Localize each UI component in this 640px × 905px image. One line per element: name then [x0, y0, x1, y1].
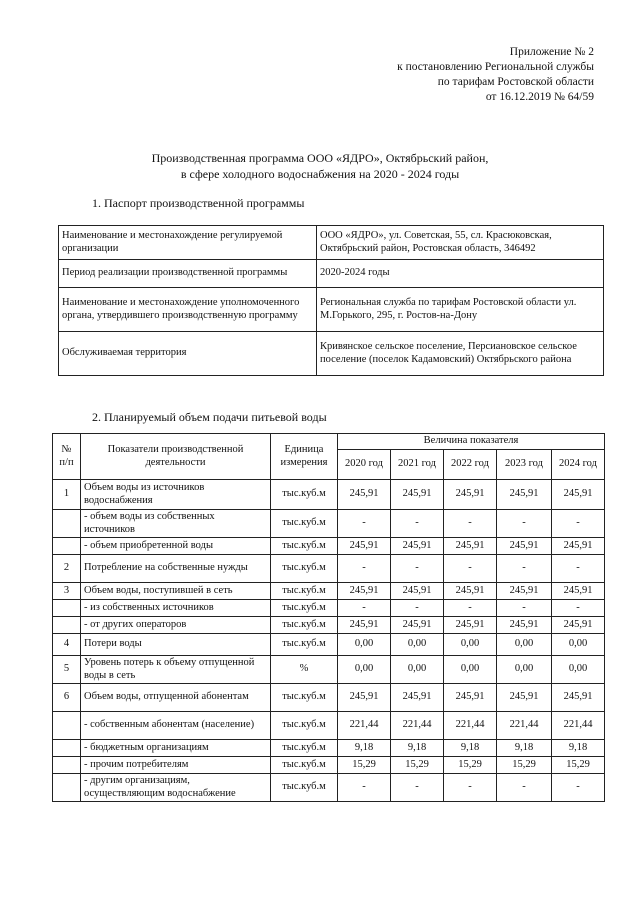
- row-value: -: [444, 555, 497, 583]
- row-value: 245,91: [497, 617, 552, 634]
- row-value: -: [552, 510, 605, 538]
- volume-table: [52, 433, 605, 802]
- row-value: 245,91: [444, 480, 497, 510]
- header-year: 2023 год: [497, 450, 552, 480]
- row-value: -: [552, 555, 605, 583]
- row-name: Объем воды, поступившей в сеть: [81, 583, 271, 600]
- header-year: 2022 год: [444, 450, 497, 480]
- appendix-line: от 16.12.2019 № 64/59: [485, 91, 594, 103]
- volume-table-body: [53, 480, 605, 802]
- row-unit: тыс.куб.м: [271, 555, 338, 583]
- row-value: 221,44: [338, 712, 391, 740]
- header-value-group: Величина показателя: [338, 434, 605, 450]
- row-value: -: [338, 600, 391, 617]
- row-value: 245,91: [497, 538, 552, 555]
- row-value: 245,91: [338, 583, 391, 600]
- passport-value: Кривянское сельское поселение, Персиановское сельское поселение (поселок Кадамовский) Октябрьского района: [317, 332, 604, 376]
- row-name: - бюджетным организациям: [81, 740, 271, 757]
- row-unit: %: [271, 656, 338, 684]
- table-row: [53, 757, 605, 774]
- row-value: 0,00: [391, 634, 444, 656]
- table-row: [59, 288, 604, 332]
- row-value: 245,91: [391, 538, 444, 555]
- table-row: [53, 712, 605, 740]
- table-row: [59, 226, 604, 260]
- passport-key: Период реализации производственной программы: [59, 260, 317, 288]
- passport-key: Наименование и местонахождение уполномоченного органа, утвердившего производственную программу: [59, 288, 317, 332]
- row-unit: тыс.куб.м: [271, 712, 338, 740]
- header-name: Показатели производственной деятельности: [81, 434, 271, 480]
- document-title: [0, 150, 640, 182]
- table-row: [53, 480, 605, 510]
- row-value: 0,00: [497, 656, 552, 684]
- row-name: Объем воды из источников водоснабжения: [81, 480, 271, 510]
- row-num: [53, 740, 81, 757]
- header-year: 2020 год: [338, 450, 391, 480]
- row-num: 2: [53, 555, 81, 583]
- row-value: 0,00: [338, 634, 391, 656]
- row-value: -: [338, 510, 391, 538]
- row-value: -: [391, 774, 444, 802]
- header-num: № п/п: [53, 434, 81, 480]
- row-unit: тыс.куб.м: [271, 600, 338, 617]
- row-value: 15,29: [391, 757, 444, 774]
- appendix-block: [397, 45, 594, 105]
- row-value: 221,44: [444, 712, 497, 740]
- row-num: [53, 757, 81, 774]
- row-value: -: [391, 600, 444, 617]
- row-value: 15,29: [552, 757, 605, 774]
- row-value: 245,91: [391, 583, 444, 600]
- row-name: - объем воды из собственных источников: [81, 510, 271, 538]
- row-value: -: [444, 774, 497, 802]
- table-row: [59, 332, 604, 376]
- header-year: 2024 год: [552, 450, 605, 480]
- row-value: 9,18: [497, 740, 552, 757]
- row-value: -: [497, 555, 552, 583]
- row-value: 245,91: [552, 684, 605, 712]
- appendix-line: к постановлению Региональной службы: [397, 61, 594, 73]
- row-name: - от других операторов: [81, 617, 271, 634]
- row-value: -: [552, 600, 605, 617]
- row-unit: тыс.куб.м: [271, 617, 338, 634]
- row-unit: тыс.куб.м: [271, 757, 338, 774]
- row-value: 0,00: [338, 656, 391, 684]
- row-unit: тыс.куб.м: [271, 774, 338, 802]
- table-row: [53, 538, 605, 555]
- row-value: 0,00: [444, 656, 497, 684]
- section-heading-passport: 1. Паспорт производственной программы: [92, 196, 305, 210]
- row-value: 245,91: [552, 583, 605, 600]
- row-name: Потребление на собственные нужды: [81, 555, 271, 583]
- table-row: [53, 510, 605, 538]
- title-line: Производственная программа ООО «ЯДРО», Октябрьский район,: [151, 151, 489, 165]
- row-value: 0,00: [391, 656, 444, 684]
- row-value: 9,18: [338, 740, 391, 757]
- row-name: Потери воды: [81, 634, 271, 656]
- table-row: [53, 740, 605, 757]
- row-value: 221,44: [391, 712, 444, 740]
- appendix-line: по тарифам Ростовской области: [437, 76, 594, 88]
- row-name: - из собственных источников: [81, 600, 271, 617]
- row-value: 245,91: [444, 538, 497, 555]
- row-value: 245,91: [497, 480, 552, 510]
- section-heading-volume: 2. Планируемый объем подачи питьевой воды: [92, 410, 327, 424]
- row-num: 6: [53, 684, 81, 712]
- row-value: 15,29: [444, 757, 497, 774]
- row-value: 245,91: [391, 684, 444, 712]
- row-value: -: [497, 600, 552, 617]
- row-value: 245,91: [497, 583, 552, 600]
- row-value: 9,18: [391, 740, 444, 757]
- row-value: 0,00: [497, 634, 552, 656]
- row-value: -: [444, 600, 497, 617]
- row-unit: тыс.куб.м: [271, 583, 338, 600]
- row-num: 5: [53, 656, 81, 684]
- row-value: -: [338, 555, 391, 583]
- row-value: -: [552, 774, 605, 802]
- row-unit: тыс.куб.м: [271, 480, 338, 510]
- table-row: [53, 634, 605, 656]
- row-value: -: [444, 510, 497, 538]
- row-value: 0,00: [552, 656, 605, 684]
- row-value: 245,91: [338, 617, 391, 634]
- row-value: 245,91: [391, 617, 444, 634]
- row-value: 245,91: [338, 684, 391, 712]
- header-year: 2021 год: [391, 450, 444, 480]
- passport-table: [58, 225, 604, 376]
- table-row: [53, 656, 605, 684]
- row-num: [53, 712, 81, 740]
- row-value: 0,00: [444, 634, 497, 656]
- row-value: 221,44: [552, 712, 605, 740]
- table-row: [53, 583, 605, 600]
- row-num: [53, 617, 81, 634]
- table-row: [53, 600, 605, 617]
- row-value: -: [497, 774, 552, 802]
- row-value: -: [391, 555, 444, 583]
- passport-key: Наименование и местонахождение регулируемой организации: [59, 226, 317, 260]
- row-unit: тыс.куб.м: [271, 634, 338, 656]
- row-value: 245,91: [444, 583, 497, 600]
- row-unit: тыс.куб.м: [271, 684, 338, 712]
- row-num: 3: [53, 583, 81, 600]
- passport-value: Региональная служба по тарифам Ростовской области ул. М.Горького, 295, г. Ростов-на-Дону: [317, 288, 604, 332]
- row-value: 245,91: [338, 538, 391, 555]
- row-num: [53, 510, 81, 538]
- row-value: 245,91: [444, 684, 497, 712]
- row-value: 245,91: [552, 538, 605, 555]
- row-name: - объем приобретенной воды: [81, 538, 271, 555]
- row-name: Уровень потерь к объему отпущенной воды в сеть: [81, 656, 271, 684]
- table-row: [53, 555, 605, 583]
- passport-key: Обслуживаемая территория: [59, 332, 317, 376]
- header-unit: Единица измерения: [271, 434, 338, 480]
- row-value: 245,91: [552, 617, 605, 634]
- row-unit: тыс.куб.м: [271, 538, 338, 555]
- row-name: Объем воды, отпущенной абонентам: [81, 684, 271, 712]
- row-num: [53, 774, 81, 802]
- header-row: [53, 434, 605, 450]
- row-value: 9,18: [444, 740, 497, 757]
- appendix-line: Приложение № 2: [509, 46, 594, 58]
- row-value: -: [338, 774, 391, 802]
- row-value: 15,29: [497, 757, 552, 774]
- row-value: 245,91: [444, 617, 497, 634]
- row-num: [53, 538, 81, 555]
- row-value: -: [497, 510, 552, 538]
- row-value: 245,91: [338, 480, 391, 510]
- table-row: [53, 774, 605, 802]
- table-row: [59, 260, 604, 288]
- table-row: [53, 617, 605, 634]
- row-value: 9,18: [552, 740, 605, 757]
- row-value: -: [391, 510, 444, 538]
- row-name: - другим организациям, осуществляющим водоснабжение: [81, 774, 271, 802]
- passport-value: 2020-2024 годы: [317, 260, 604, 288]
- title-line: в сфере холодного водоснабжения на 2020 - 2024 годы: [180, 167, 460, 181]
- row-name: - прочим потребителям: [81, 757, 271, 774]
- row-value: 245,91: [552, 480, 605, 510]
- row-value: 0,00: [552, 634, 605, 656]
- row-value: 221,44: [497, 712, 552, 740]
- row-num: 4: [53, 634, 81, 656]
- row-name: - собственным абонентам (население): [81, 712, 271, 740]
- row-unit: тыс.куб.м: [271, 510, 338, 538]
- passport-value: ООО «ЯДРО», ул. Советская, 55, сл. Красюковская, Октябрьский район, Ростовская область, 346492: [317, 226, 604, 260]
- row-value: 245,91: [391, 480, 444, 510]
- row-num: 1: [53, 480, 81, 510]
- table-row: [53, 684, 605, 712]
- row-unit: тыс.куб.м: [271, 740, 338, 757]
- row-value: 15,29: [338, 757, 391, 774]
- row-value: 245,91: [497, 684, 552, 712]
- row-num: [53, 600, 81, 617]
